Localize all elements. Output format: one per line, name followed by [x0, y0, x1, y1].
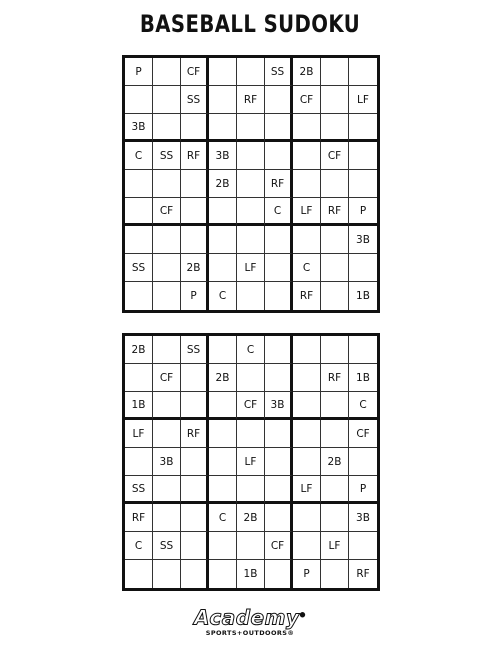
sudoku-cell[interactable]: P — [125, 58, 153, 86]
sudoku-cell[interactable] — [321, 504, 349, 532]
sudoku-cell[interactable]: C — [209, 282, 237, 310]
sudoku-cell[interactable] — [265, 142, 293, 170]
sudoku-cell[interactable] — [293, 504, 321, 532]
sudoku-cell[interactable] — [153, 392, 181, 420]
sudoku-cell[interactable] — [209, 58, 237, 86]
sudoku-cell[interactable]: CF — [153, 198, 181, 226]
sudoku-cell[interactable] — [125, 226, 153, 254]
sudoku-cell[interactable]: RF — [293, 282, 321, 310]
sudoku-cell[interactable] — [265, 476, 293, 504]
sudoku-cell[interactable]: SS — [265, 58, 293, 86]
sudoku-cell[interactable] — [181, 114, 209, 142]
sudoku-cell[interactable]: CF — [237, 392, 265, 420]
sudoku-cell[interactable] — [265, 254, 293, 282]
sudoku-cell[interactable] — [153, 170, 181, 198]
sudoku-cell[interactable] — [293, 142, 321, 170]
sudoku-cell[interactable] — [153, 282, 181, 310]
sudoku-cell[interactable]: RF — [265, 170, 293, 198]
sudoku-cell[interactable] — [293, 364, 321, 392]
sudoku-cell[interactable] — [209, 254, 237, 282]
sudoku-cell[interactable] — [125, 282, 153, 310]
sudoku-cell[interactable]: CF — [321, 142, 349, 170]
sudoku-grid-1 — [122, 55, 380, 313]
sudoku-cell[interactable]: CF — [293, 86, 321, 114]
sudoku-cell[interactable] — [349, 448, 377, 476]
sudoku-cell[interactable]: 1B — [237, 560, 265, 588]
sudoku-cell[interactable] — [181, 226, 209, 254]
sudoku-cell[interactable] — [237, 532, 265, 560]
sudoku-cell[interactable] — [265, 560, 293, 588]
sudoku-cell[interactable] — [209, 560, 237, 588]
sudoku-cell[interactable]: RF — [321, 364, 349, 392]
sudoku-cell[interactable]: RF — [237, 86, 265, 114]
sudoku-cell[interactable] — [209, 420, 237, 448]
sudoku-cell[interactable]: C — [293, 254, 321, 282]
sudoku-cell[interactable] — [181, 532, 209, 560]
sudoku-cell[interactable]: 2B — [293, 58, 321, 86]
sudoku-cell[interactable] — [153, 504, 181, 532]
sudoku-cell[interactable] — [321, 58, 349, 86]
sudoku-cell[interactable] — [209, 532, 237, 560]
sudoku-cell[interactable] — [153, 86, 181, 114]
sudoku-cell[interactable]: RF — [321, 198, 349, 226]
sudoku-cell[interactable]: P — [349, 198, 377, 226]
sudoku-cell[interactable] — [181, 504, 209, 532]
sudoku-cell[interactable] — [125, 198, 153, 226]
sudoku-cell[interactable] — [237, 142, 265, 170]
sudoku-cell[interactable]: 3B — [349, 226, 377, 254]
sudoku-cell[interactable]: 3B — [209, 142, 237, 170]
sudoku-cell[interactable] — [265, 336, 293, 364]
sudoku-cell[interactable]: 1B — [349, 364, 377, 392]
sudoku-cell[interactable]: C — [349, 392, 377, 420]
sudoku-cell[interactable] — [181, 170, 209, 198]
sudoku-cell[interactable] — [209, 226, 237, 254]
sudoku-cell[interactable]: 2B — [321, 448, 349, 476]
sudoku-cell[interactable]: P — [349, 476, 377, 504]
sudoku-cell[interactable] — [321, 476, 349, 504]
sudoku-cell[interactable]: SS — [181, 336, 209, 364]
sudoku-cell[interactable]: RF — [356, 568, 370, 580]
sudoku-cell[interactable] — [209, 114, 237, 142]
sudoku-cell[interactable]: SS — [125, 476, 153, 504]
sudoku-cell[interactable]: C — [209, 504, 237, 532]
sudoku-cell[interactable]: LF — [237, 254, 265, 282]
sudoku-cell[interactable]: CF — [181, 58, 209, 86]
sudoku-cell[interactable]: 3B — [125, 114, 153, 142]
sudoku-cell[interactable] — [265, 282, 293, 310]
sudoku-cell[interactable] — [265, 114, 293, 142]
sudoku-cell[interactable] — [349, 142, 377, 170]
sudoku-cell[interactable]: LF — [237, 448, 265, 476]
sudoku-cell[interactable] — [153, 226, 181, 254]
sudoku-cell[interactable] — [265, 364, 293, 392]
sudoku-cell[interactable]: P — [293, 560, 321, 588]
sudoku-cell[interactable] — [293, 336, 321, 364]
sudoku-cell[interactable] — [181, 364, 209, 392]
sudoku-cell[interactable] — [265, 86, 293, 114]
sudoku-cell[interactable] — [125, 560, 153, 588]
sudoku-cell[interactable] — [209, 448, 237, 476]
sudoku-cell[interactable] — [181, 198, 209, 226]
sudoku-cell[interactable]: LF — [293, 198, 321, 226]
sudoku-cell[interactable] — [265, 448, 293, 476]
sudoku-cell[interactable] — [209, 392, 237, 420]
academy-logo — [0, 606, 500, 637]
sudoku-cell[interactable] — [125, 448, 153, 476]
sudoku-grid-2 — [122, 333, 380, 591]
sudoku-cell[interactable]: RF — [181, 420, 209, 448]
sudoku-cell[interactable] — [237, 420, 265, 448]
sudoku-cell[interactable]: 2B — [237, 504, 265, 532]
sudoku-cell[interactable]: LF — [321, 532, 349, 560]
sudoku-cell[interactable] — [293, 392, 321, 420]
sudoku-cell[interactable] — [265, 226, 293, 254]
sudoku-cell[interactable] — [321, 254, 349, 282]
sudoku-cell[interactable]: 1B — [125, 392, 153, 420]
sudoku-cell[interactable] — [237, 282, 265, 310]
sudoku-cell[interactable] — [237, 364, 265, 392]
sudoku-cell[interactable] — [349, 58, 377, 86]
sudoku-cell[interactable] — [181, 448, 209, 476]
sudoku-cell[interactable]: 3B — [265, 392, 293, 420]
sudoku-cell[interactable]: P — [181, 282, 209, 310]
sudoku-cell[interactable] — [209, 86, 237, 114]
sudoku-cell[interactable]: SS — [153, 142, 181, 170]
sudoku-cell[interactable] — [153, 420, 181, 448]
sudoku-cell[interactable] — [293, 532, 321, 560]
sudoku-cell[interactable] — [209, 336, 237, 364]
sudoku-cell[interactable]: SS — [153, 532, 181, 560]
sudoku-cell[interactable] — [153, 58, 181, 86]
sudoku-cell[interactable] — [265, 420, 293, 448]
logo-wordmark: Academy® — [194, 605, 306, 630]
sudoku-cell[interactable] — [321, 170, 349, 198]
sudoku-cell[interactable] — [237, 114, 265, 142]
sudoku-cell[interactable]: 2B — [181, 254, 209, 282]
sudoku-cell[interactable] — [349, 254, 377, 282]
sudoku-cell[interactable]: 3B — [349, 504, 377, 532]
logo-tagline: SPORTS+OUTDOORS® — [205, 628, 295, 637]
sudoku-cell[interactable] — [321, 114, 349, 142]
sudoku-cell[interactable] — [293, 420, 321, 448]
sudoku-cell[interactable] — [321, 226, 349, 254]
sudoku-cell[interactable] — [321, 392, 349, 420]
sudoku-cell[interactable] — [181, 560, 209, 588]
sudoku-cell[interactable] — [125, 170, 153, 198]
sudoku-cell[interactable]: LF — [349, 86, 377, 114]
sudoku-cell[interactable] — [181, 476, 209, 504]
sudoku-cell[interactable] — [321, 420, 349, 448]
sudoku-cell[interactable]: RF — [125, 504, 153, 532]
sudoku-cell[interactable]: LF — [293, 476, 321, 504]
sudoku-cell[interactable] — [293, 170, 321, 198]
sudoku-cell[interactable]: LF — [125, 420, 153, 448]
sudoku-cell[interactable]: 3B — [153, 448, 181, 476]
sudoku-cell[interactable] — [237, 476, 265, 504]
sudoku-cell[interactable]: C — [265, 198, 293, 226]
sudoku-cell[interactable]: CF — [265, 532, 293, 560]
sudoku-cell[interactable] — [349, 170, 377, 198]
sudoku-cell[interactable]: 2B — [209, 170, 237, 198]
sudoku-cell[interactable] — [349, 532, 377, 560]
sudoku-cell[interactable] — [153, 254, 181, 282]
sudoku-cell[interactable] — [293, 114, 321, 142]
sudoku-cell[interactable] — [237, 58, 265, 86]
sudoku-cell[interactable] — [153, 560, 181, 588]
sudoku-cell[interactable]: 2B — [125, 336, 153, 364]
sudoku-cell[interactable] — [153, 114, 181, 142]
sudoku-cell[interactable]: SS — [181, 86, 209, 114]
sudoku-cell[interactable]: CF — [153, 364, 181, 392]
sudoku-cell[interactable] — [349, 114, 377, 142]
sudoku-cell[interactable] — [125, 364, 153, 392]
sudoku-cell[interactable]: 1B — [356, 290, 370, 302]
sudoku-cell[interactable]: 2B — [209, 364, 237, 392]
sudoku-cell[interactable]: CF — [349, 420, 377, 448]
sudoku-cell[interactable] — [125, 86, 153, 114]
sudoku-cell[interactable] — [293, 448, 321, 476]
sudoku-cell[interactable] — [237, 226, 265, 254]
sudoku-cell[interactable]: C — [237, 336, 265, 364]
sudoku-cell[interactable]: RF — [181, 142, 209, 170]
sudoku-cell[interactable]: C — [125, 142, 153, 170]
sudoku-cell[interactable] — [321, 86, 349, 114]
sudoku-cell[interactable] — [293, 226, 321, 254]
sudoku-cell[interactable] — [209, 198, 237, 226]
sudoku-cell[interactable] — [153, 336, 181, 364]
sudoku-cell[interactable] — [153, 476, 181, 504]
sudoku-cell[interactable] — [237, 198, 265, 226]
sudoku-cell[interactable] — [265, 504, 293, 532]
sudoku-cell[interactable] — [321, 336, 349, 364]
sudoku-cell[interactable] — [237, 170, 265, 198]
sudoku-cell[interactable]: C — [125, 532, 153, 560]
sudoku-cell[interactable] — [321, 282, 349, 310]
sudoku-cell[interactable] — [349, 336, 377, 364]
sudoku-cell[interactable]: SS — [125, 254, 153, 282]
sudoku-cell[interactable] — [321, 560, 349, 588]
sudoku-cell[interactable] — [209, 476, 237, 504]
page-title: BASEBALL SUDOKU — [139, 10, 361, 38]
sudoku-cell[interactable] — [181, 392, 209, 420]
